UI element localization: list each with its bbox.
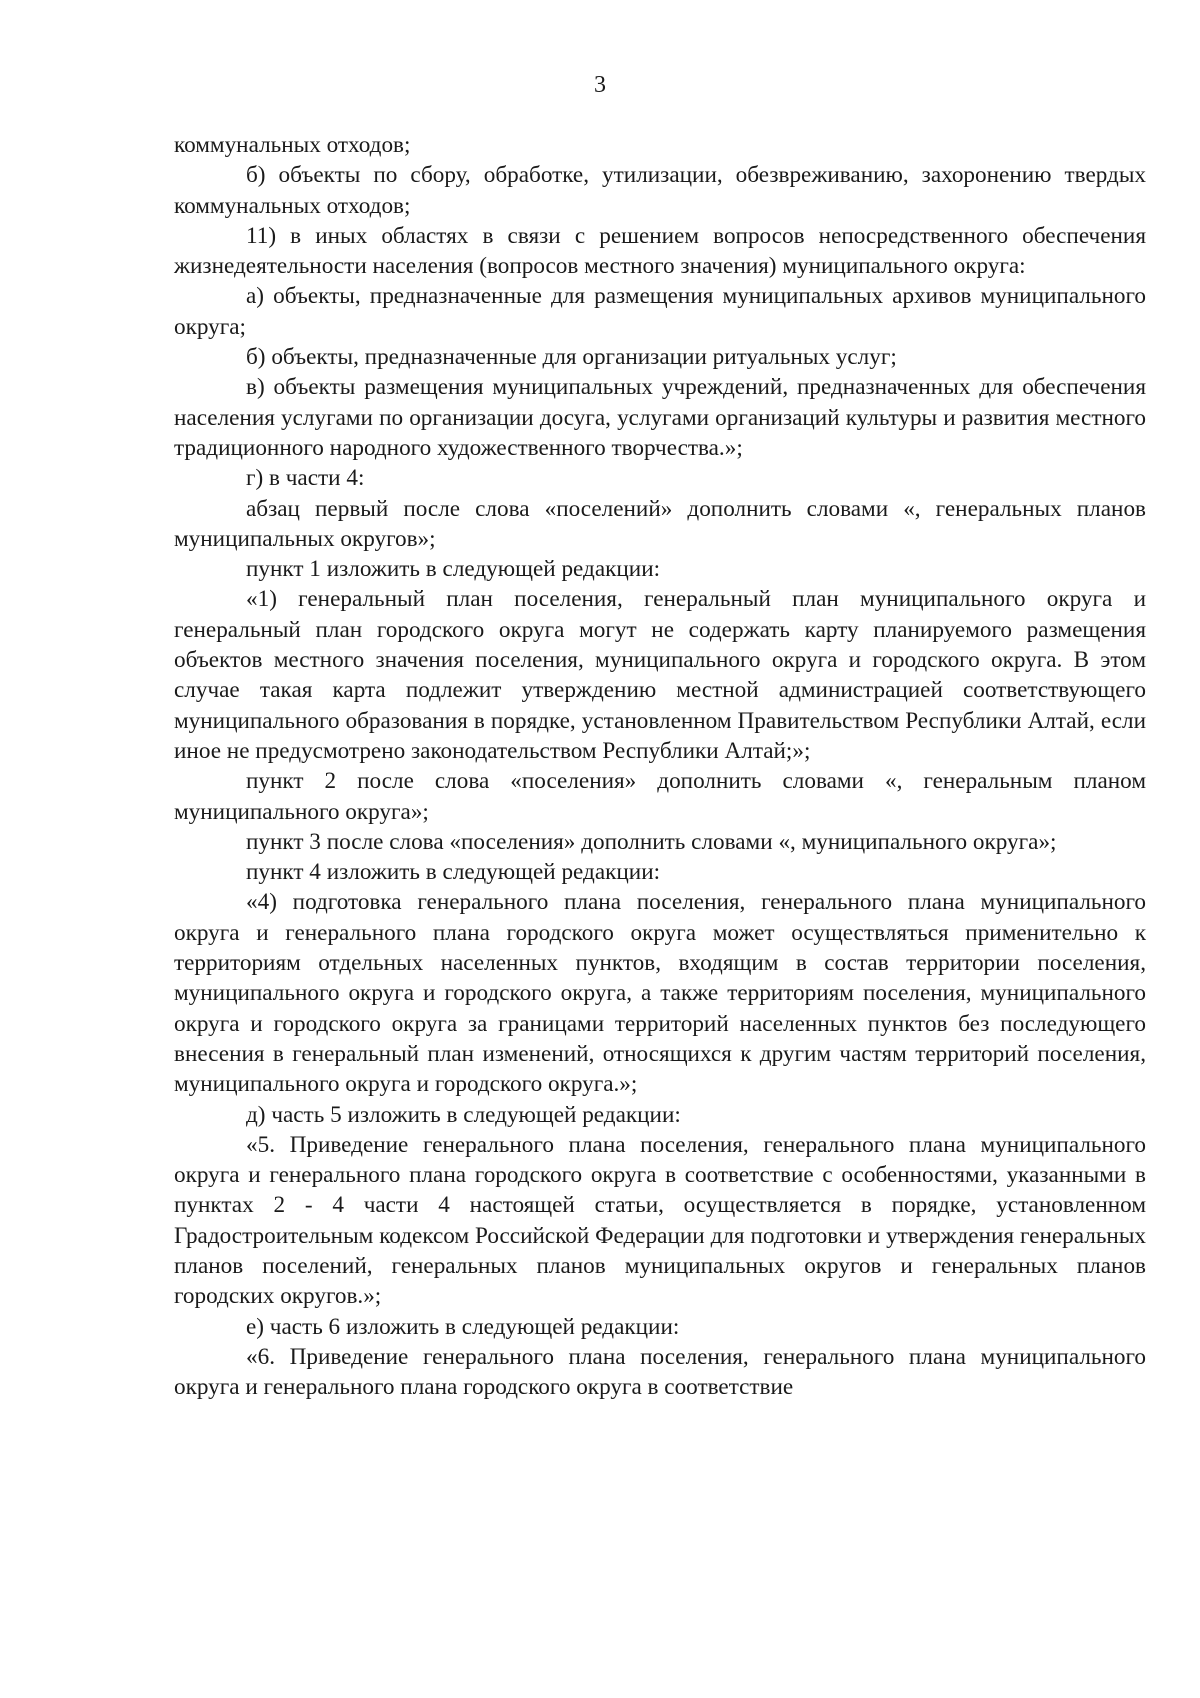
paragraph: пункт 1 изложить в следующей редакции: — [246, 556, 661, 583]
document-body — [174, 130, 1146, 1402]
paragraph: пункт 4 изложить в следующей редакции: — [246, 859, 661, 886]
paragraph: 11) в иных областях в связи с решением вопросов непосредственного обеспечения жизнедеятельности населения (вопросов местного значения) муниципального округа: — [174, 222, 1146, 280]
paragraph: пункт 3 после слова «поселения» дополнить словами «, муниципального округа»; — [246, 828, 1057, 855]
paragraph: пункт 2 после слова «поселения» дополнить словами «, генеральным планом муниципального округа»; — [174, 768, 1146, 825]
paragraph: абзац первый после слова «поселений» дополнить словами «, генеральных планов муниципальных округов»; — [174, 495, 1146, 552]
paragraph: «6. Приведение генерального плана поселения, генерального плана муниципального округа и генерального плана городского округа в соответствие — [174, 1343, 1146, 1401]
paragraph: е) часть 6 изложить в следующей редакции: — [246, 1313, 680, 1340]
paragraph: б) объекты, предназначенные для организации ритуальных услуг; — [246, 344, 897, 371]
paragraph: а) объекты, предназначенные для размещения муниципальных архивов муниципального округа; — [174, 283, 1146, 340]
paragraph: «5. Приведение генерального плана поселения, генерального плана муниципального округа и генерального плана городского округа в соответствие с особенностями, указанными в пунктах 2 - 4 части 4 настоящей статьи, осуществляется в порядке, установленном Градостроительным кодексом Российской Федерации для подготовки и утверждения генеральных планов поселений, генеральных планов муниципальных округов и генеральных планов городских округов.»; — [174, 1131, 1146, 1310]
paragraph: «4) подготовка генерального плана поселения, генерального плана муниципального округа и генерального плана городского округа может осуществляться применительно к территориям отдельных населенных пунктов, входящим в состав территории поселения, муниципального округа и городского округа, а также территориям поселения, муниципального округа и городского округа за границами территорий населенных пунктов без последующего внесения в генеральный план изменений, относящихся к другим частям территорий поселения, муниципального округа и городского округа.»; — [174, 889, 1146, 1098]
page-number: 3 — [594, 72, 606, 98]
paragraph-continuation: коммунальных отходов; — [174, 132, 411, 158]
paragraph: д) часть 5 изложить в следующей редакции: — [246, 1101, 681, 1128]
paragraph: б) объекты по сбору, обработке, утилизации, обезвреживанию, захоронению твердых коммунальных отходов; — [174, 162, 1146, 219]
paragraph: в) объекты размещения муниципальных учреждений, предназначенных для обеспечения населения услугами по организации досуга, услугами организаций культуры и развития местного традиционного народного художественного творчества.»; — [174, 374, 1146, 461]
paragraph: г) в части 4: — [246, 465, 365, 492]
paragraph: «1) генеральный план поселения, генеральный план муниципального округа и генеральный план городского округа могут не содержать карту планируемого размещения объектов местного значения поселения, муниципального округа и городского округа. В этом случае такая карта подлежит утверждению местной администрацией соответствующего муниципального образования в порядке, установленном Правительством Республики Алтай, если иное не предусмотрено законодательством Республики Алтай;»; — [174, 586, 1146, 764]
